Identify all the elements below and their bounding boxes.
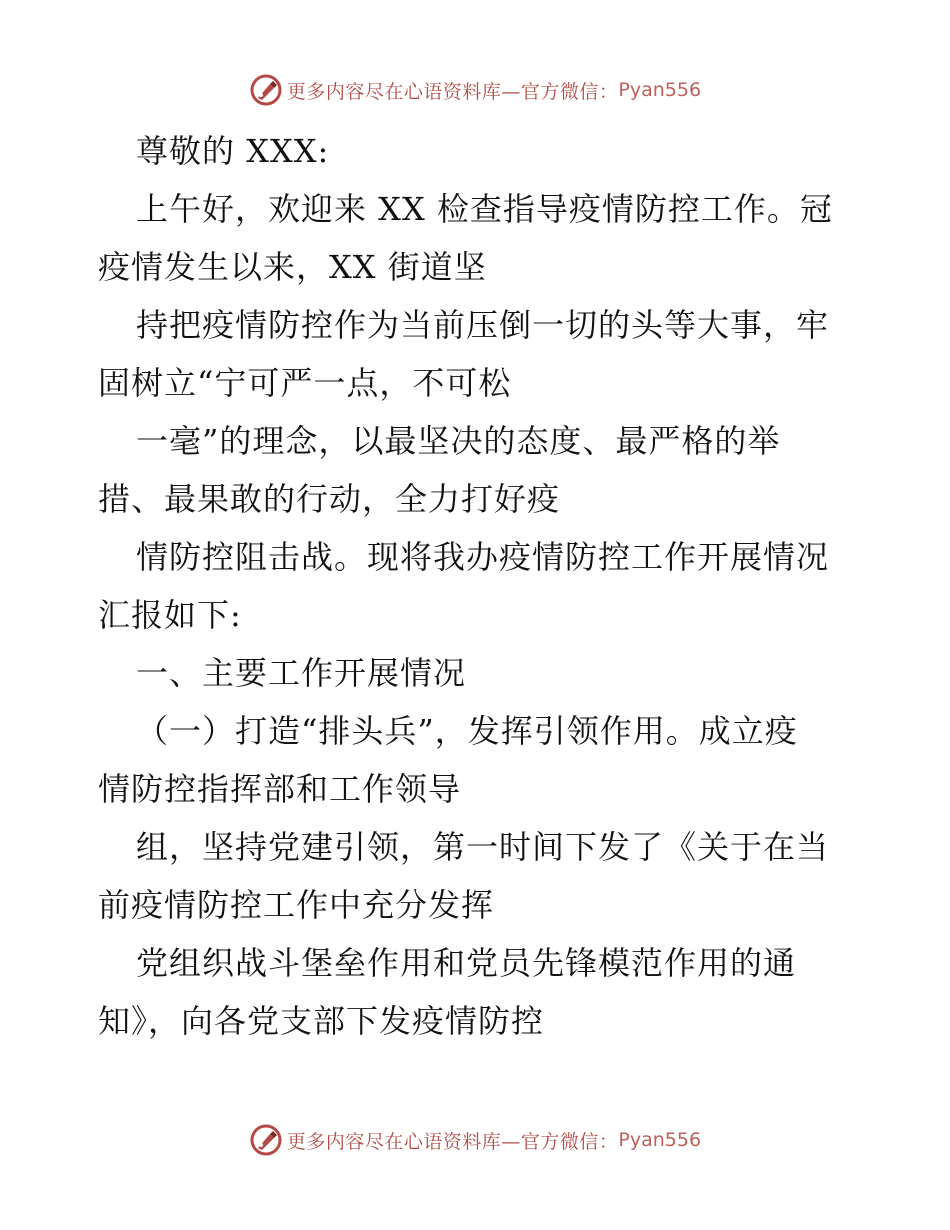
paragraph-line: 持把疫情防控作为当前压倒一切的头等大事，牢 [136,306,830,344]
paragraph-line: 汇报如下: [98,596,242,634]
pen-logo-icon [249,1123,283,1157]
paragraph-line: 党组织战斗堡垒作用和党员先锋模范作用的通 [136,944,797,982]
paragraph-line: 疫情发生以来，XX 街道坚 [98,248,487,286]
paragraph-line: 一毫”的理念，以最坚决的态度、最严格的举 [136,422,781,460]
paragraph-line: 组，坚持党建引领，第一时间下发了《关于在当 [136,828,830,866]
header-banner [0,70,950,110]
paragraph-line: 上午好，欢迎来 XX 检查指导疫情防控工作。冠 [136,190,833,228]
pen-logo-icon [249,73,283,107]
paragraph-line: 知》，向各党支部下发疫情防控 [98,1002,545,1040]
paragraph-line: 措、最果敢的行动，全力打好疫 [98,480,561,518]
wechat-id: Pyan556 [618,1129,702,1151]
footer-banner [0,1120,950,1160]
paragraph-line: 固树立“宁可严一点，不可松 [98,364,512,402]
paragraph-line: （一）打造“排头兵”，发挥引领作用。成立疫 [136,712,798,750]
document-body [98,122,858,1050]
paragraph-line: 情防控指挥部和工作领导 [98,770,462,808]
salutation: 尊敬的 XXX: [136,132,330,170]
paragraph-line: 前疫情防控工作中充分发挥 [98,886,495,924]
banner-text: 更多内容尽在心语资料库—官方微信： [286,80,619,103]
wechat-id: Pyan556 [618,79,702,101]
paragraph-line: 情防控阻击战。现将我办疫情防控工作开展情况 [136,538,830,576]
banner-text: 更多内容尽在心语资料库—官方微信： [286,1130,619,1153]
section-heading: 一、主要工作开展情况 [136,654,467,692]
